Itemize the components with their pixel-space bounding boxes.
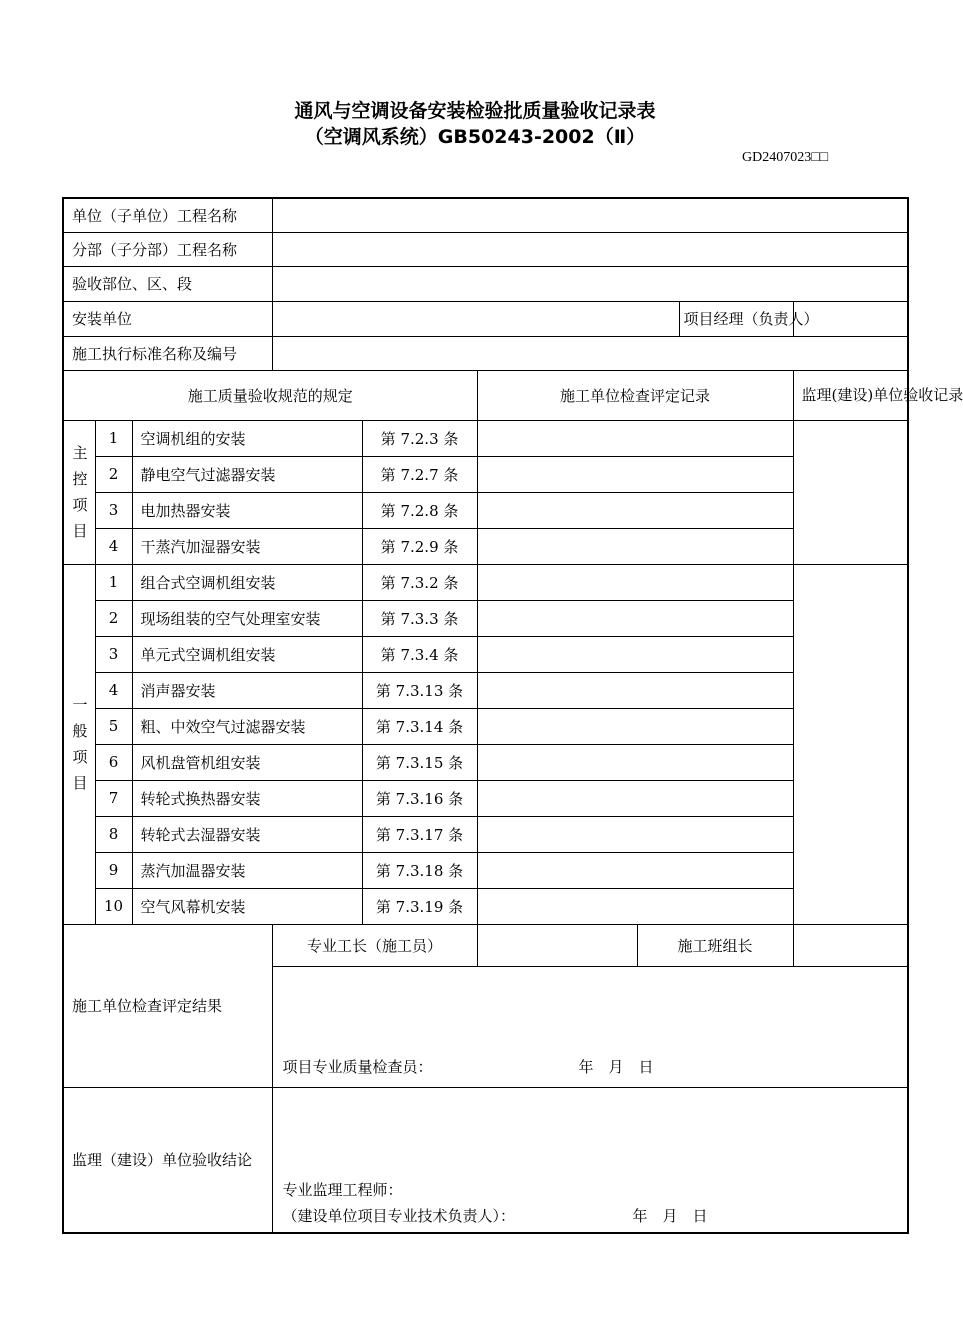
item-number: 1 [95, 420, 132, 456]
item-clause: 第 7.3.14 条 [362, 708, 477, 744]
item-number: 3 [95, 492, 132, 528]
team-leader-field[interactable] [793, 924, 908, 966]
install-unit-field[interactable] [272, 301, 679, 336]
item-clause: 第 7.2.9 条 [362, 528, 477, 564]
supervision-record-cell[interactable] [793, 564, 908, 924]
supervision-record-header: 监理(建设)单位验收记录 [793, 370, 908, 420]
item-name: 风机盘管机组安装 [132, 744, 362, 780]
item-number: 6 [95, 744, 132, 780]
sub-project-field[interactable] [272, 232, 908, 266]
main-control-label: 主控项目 [63, 420, 95, 564]
standard-field[interactable] [272, 336, 908, 370]
supervision-engineer-label: 专业监理工程师： [282, 1180, 403, 1199]
item-clause: 第 7.3.17 条 [362, 816, 477, 852]
foreman-field[interactable] [477, 924, 637, 966]
foreman-label: 专业工长（施工员） [272, 924, 477, 966]
form-code: GD2407023□□ [742, 150, 829, 165]
construction-record-cell[interactable] [477, 456, 793, 492]
construction-record-cell[interactable] [477, 528, 793, 564]
item-name: 电加热器安装 [132, 492, 362, 528]
item-clause: 第 7.3.3 条 [362, 600, 477, 636]
item-number: 9 [95, 852, 132, 888]
general-items-label: 一般项目 [63, 564, 95, 924]
item-name: 现场组装的空气处理室安装 [132, 600, 362, 636]
inspection-part-field[interactable] [272, 266, 908, 301]
item-clause: 第 7.3.18 条 [362, 852, 477, 888]
item-clause: 第 7.3.4 条 [362, 636, 477, 672]
unit-project-label: 单位（子单位）工程名称 [63, 198, 272, 232]
construction-record-cell[interactable] [477, 780, 793, 816]
item-clause: 第 7.3.16 条 [362, 780, 477, 816]
inspection-part-label: 验收部位、区、段 [63, 266, 272, 301]
item-name: 消声器安装 [132, 672, 362, 708]
item-name: 单元式空调机组安装 [132, 636, 362, 672]
item-number: 4 [95, 528, 132, 564]
item-clause: 第 7.3.15 条 [362, 744, 477, 780]
supervision-conclusion-label: 监理（建设）单位验收结论 [63, 1087, 272, 1233]
item-number: 1 [95, 564, 132, 600]
item-number: 4 [95, 672, 132, 708]
sub-project-label: 分部（子分部）工程名称 [63, 232, 272, 266]
project-manager-label: 项目经理（负责人） [679, 301, 793, 336]
form-title: 通风与空调设备安装检验批质量验收记录表 [294, 100, 656, 122]
item-name: 转轮式去湿器安装 [132, 816, 362, 852]
item-clause: 第 7.3.13 条 [362, 672, 477, 708]
construction-result-label: 施工单位检查评定结果 [63, 924, 272, 1087]
install-unit-label: 安装单位 [63, 301, 272, 336]
construction-record-cell[interactable] [477, 852, 793, 888]
item-name: 粗、中效空气过滤器安装 [132, 708, 362, 744]
item-clause: 第 7.3.19 条 [362, 888, 477, 924]
construction-record-cell[interactable] [477, 420, 793, 456]
construction-result-field[interactable] [272, 966, 908, 1087]
item-clause: 第 7.3.2 条 [362, 564, 477, 600]
inspection-date: 年 月 日 [578, 1057, 654, 1076]
item-name: 干蒸汽加湿器安装 [132, 528, 362, 564]
item-number: 7 [95, 780, 132, 816]
construction-record-cell[interactable] [477, 672, 793, 708]
form-subtitle: （空调风系统）GB50243-2002（Ⅱ） [304, 126, 646, 148]
quality-inspector-label: 项目专业质量检查员： [282, 1057, 433, 1076]
item-number: 5 [95, 708, 132, 744]
item-number: 10 [95, 888, 132, 924]
construction-record-cell[interactable] [477, 600, 793, 636]
item-name: 空气风幕机安装 [132, 888, 362, 924]
spec-column-header: 施工质量验收规范的规定 [63, 370, 477, 420]
item-number: 2 [95, 600, 132, 636]
construction-record-cell[interactable] [477, 564, 793, 600]
item-number: 3 [95, 636, 132, 672]
construction-record-cell[interactable] [477, 708, 793, 744]
construction-record-cell[interactable] [477, 888, 793, 924]
item-number: 2 [95, 456, 132, 492]
item-name: 组合式空调机组安装 [132, 564, 362, 600]
inspection-form-table [62, 197, 963, 1234]
item-name: 空调机组的安装 [132, 420, 362, 456]
conclusion-date: 年 月 日 [632, 1206, 708, 1225]
item-clause: 第 7.2.7 条 [362, 456, 477, 492]
construction-record-cell[interactable] [477, 492, 793, 528]
supervision-record-cell[interactable] [793, 420, 908, 564]
item-number: 8 [95, 816, 132, 852]
construction-record-cell[interactable] [477, 744, 793, 780]
item-name: 静电空气过滤器安装 [132, 456, 362, 492]
standard-label: 施工执行标准名称及编号 [63, 336, 272, 370]
item-name: 蒸汽加温器安装 [132, 852, 362, 888]
construction-record-cell[interactable] [477, 636, 793, 672]
item-name: 转轮式换热器安装 [132, 780, 362, 816]
owner-technical-lead-label: （建设单位项目专业技术负责人）： [282, 1206, 516, 1225]
supervision-conclusion-field[interactable] [272, 1087, 908, 1233]
construction-record-cell[interactable] [477, 816, 793, 852]
item-clause: 第 7.2.8 条 [362, 492, 477, 528]
team-leader-label: 施工班组长 [637, 924, 793, 966]
item-clause: 第 7.2.3 条 [362, 420, 477, 456]
unit-project-field[interactable] [272, 198, 908, 232]
construction-record-header: 施工单位检查评定记录 [477, 370, 793, 420]
